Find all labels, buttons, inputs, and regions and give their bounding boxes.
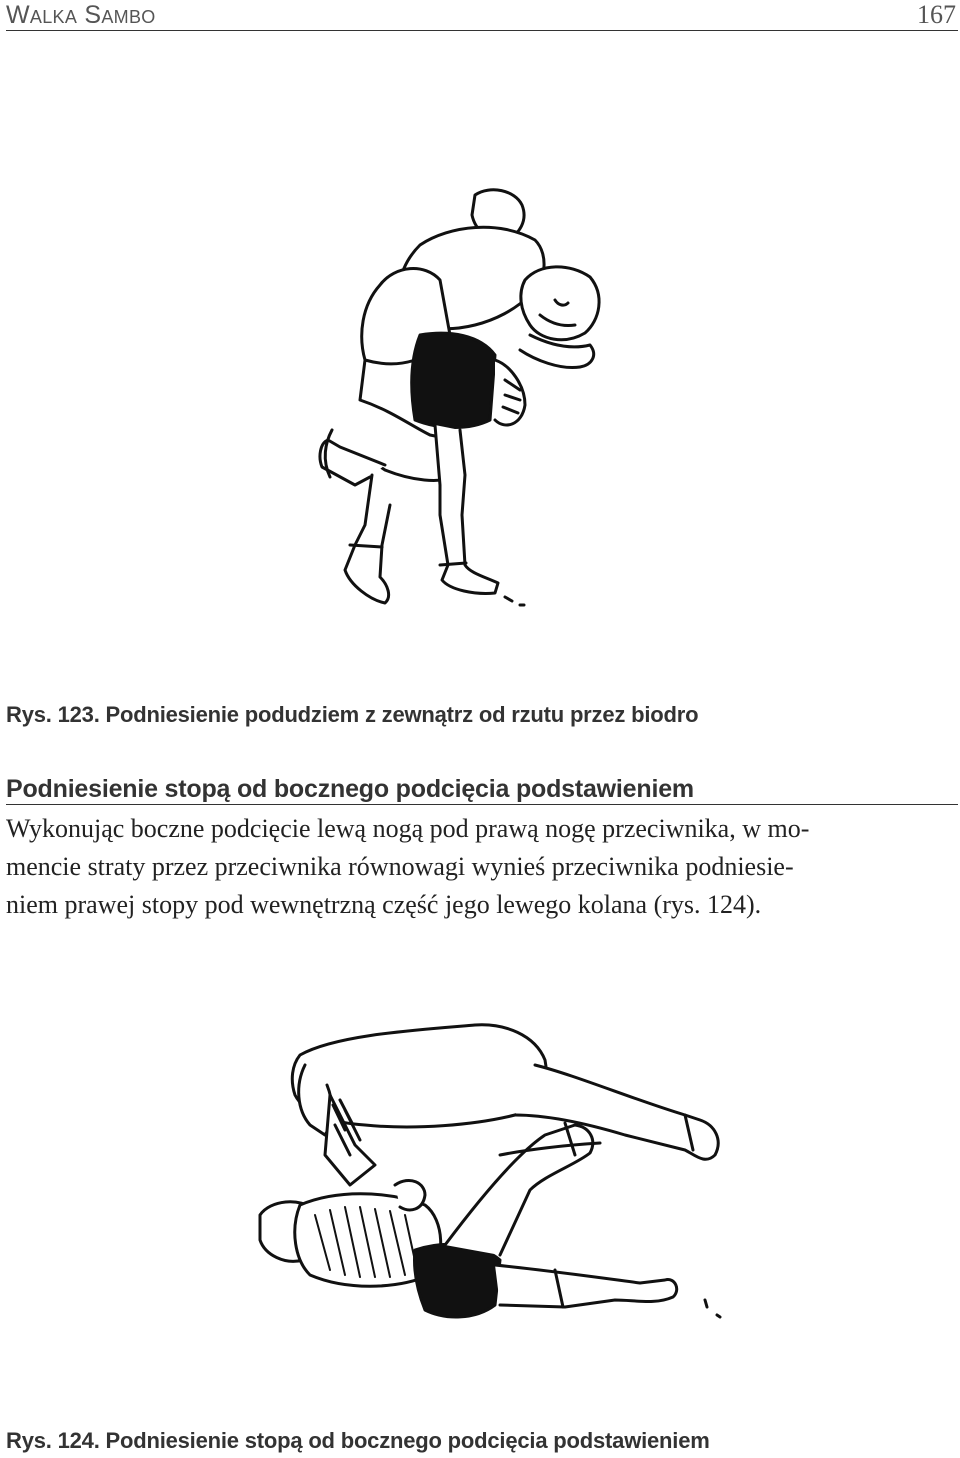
body-line: niem prawej stopy pod wewnętrzną część jego lewego kolana (rys. 124). (6, 890, 762, 919)
figure-caption-124: Rys. 124. Podniesienie stopą od bocznego podcięcia podstawieniem (6, 1428, 710, 1453)
section-heading: Podniesienie stopą od bocznego podcięcia podstawieniem (6, 774, 958, 805)
figure-124 (245, 1015, 765, 1360)
wrestlers-ground-illustration (245, 1015, 765, 1360)
figure-123 (300, 185, 630, 615)
page-number: 167 (917, 0, 956, 29)
running-head (6, 0, 958, 31)
section-body (6, 810, 956, 924)
body-line: mencie straty przez przeciwnika równowagi wynieś przeciwnika podniesie- (6, 852, 794, 881)
body-line: Wykonując boczne podcięcie lewą nogą pod prawą nogę przeciwnika, w mo- (6, 814, 810, 843)
wrestlers-standing-throw-illustration (300, 185, 630, 615)
running-head-title: Walka Sambo (6, 1, 156, 29)
figure-caption-123: Rys. 123. Podniesienie podudziem z zewnątrz od rzutu przez biodro (6, 702, 699, 727)
